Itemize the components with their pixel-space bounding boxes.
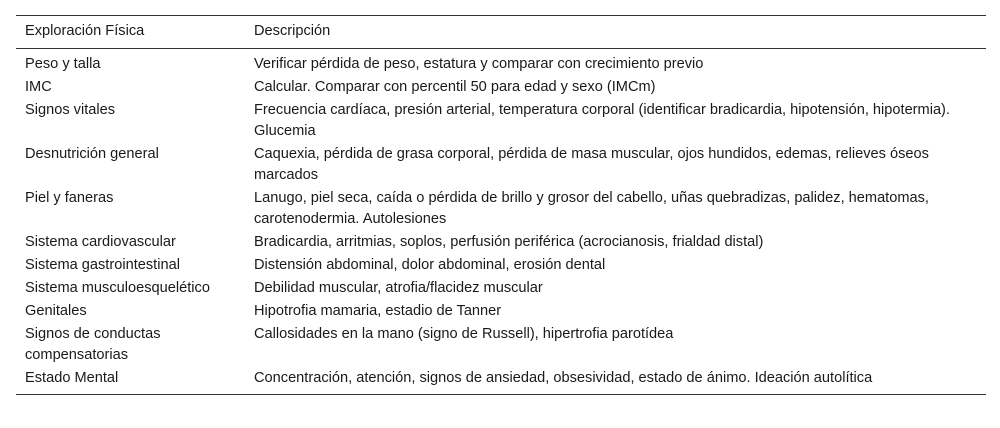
- exam-table-container: [16, 15, 986, 395]
- table-row: [16, 49, 986, 78]
- table-row: [16, 368, 986, 395]
- description-cell: Calcular. Comparar con percentil 50 para edad y sexo (IMCm): [254, 79, 656, 95]
- physical-exam-table: [16, 15, 986, 395]
- table-row: [16, 144, 986, 188]
- table-row: [16, 255, 986, 278]
- exam-cell: Desnutrición general: [25, 146, 159, 162]
- exam-cell: IMC: [25, 79, 52, 95]
- exam-cell: Signos vitales: [25, 102, 116, 118]
- header-row: [16, 16, 986, 49]
- exam-cell: Sistema musculoesquelético: [25, 280, 210, 296]
- description-cell: Concentración, atención, signos de ansiedad, obsesividad, estado de ánimo. Ideación autolítica: [254, 370, 873, 386]
- description-cell: Verificar pérdida de peso, estatura y comparar con crecimiento previo: [254, 56, 704, 72]
- table-row: [16, 278, 986, 301]
- description-cell: Bradicardia, arritmias, soplos, perfusión periférica (acrocianosis, frialdad distal): [254, 234, 764, 250]
- exam-cell: Sistema gastrointestinal: [25, 257, 180, 273]
- table-row: [16, 324, 986, 368]
- exam-cell: Signos de conductas compensatorias: [25, 326, 161, 363]
- description-cell: Distensión abdominal, dolor abdominal, erosión dental: [254, 257, 606, 273]
- description-cell: Caquexia, pérdida de grasa corporal, pérdida de masa muscular, ojos hundidos, edemas, relieves óseos marcados: [254, 146, 929, 183]
- exam-cell: Genitales: [25, 303, 87, 319]
- table-row: [16, 77, 986, 100]
- exam-cell: Peso y talla: [25, 56, 101, 72]
- description-cell: Lanugo, piel seca, caída o pérdida de brillo y grosor del cabello, uñas quebradizas, palidez, hematomas, carotenodermia. Autolesiones: [254, 190, 929, 227]
- table-row: [16, 301, 986, 324]
- exam-cell: Sistema cardiovascular: [25, 234, 176, 250]
- description-cell: Hipotrofia mamaria, estadio de Tanner: [254, 303, 502, 319]
- table-header: [16, 16, 986, 49]
- header-description: Descripción: [254, 23, 331, 39]
- description-cell: Callosidades en la mano (signo de Russell), hipertrofia parotídea: [254, 326, 674, 342]
- header-exam: Exploración Física: [25, 23, 145, 39]
- exam-cell: Estado Mental: [25, 370, 119, 386]
- description-cell: Debilidad muscular, atrofia/flacidez muscular: [254, 280, 543, 296]
- exam-cell: Piel y faneras: [25, 190, 114, 206]
- table-body: [16, 49, 986, 395]
- table-row: [16, 100, 986, 144]
- table-row: [16, 188, 986, 232]
- table-row: [16, 232, 986, 255]
- description-cell: Frecuencia cardíaca, presión arterial, temperatura corporal (identificar bradicardia, hipotensión, hipotermia). Glucemia: [254, 102, 950, 139]
